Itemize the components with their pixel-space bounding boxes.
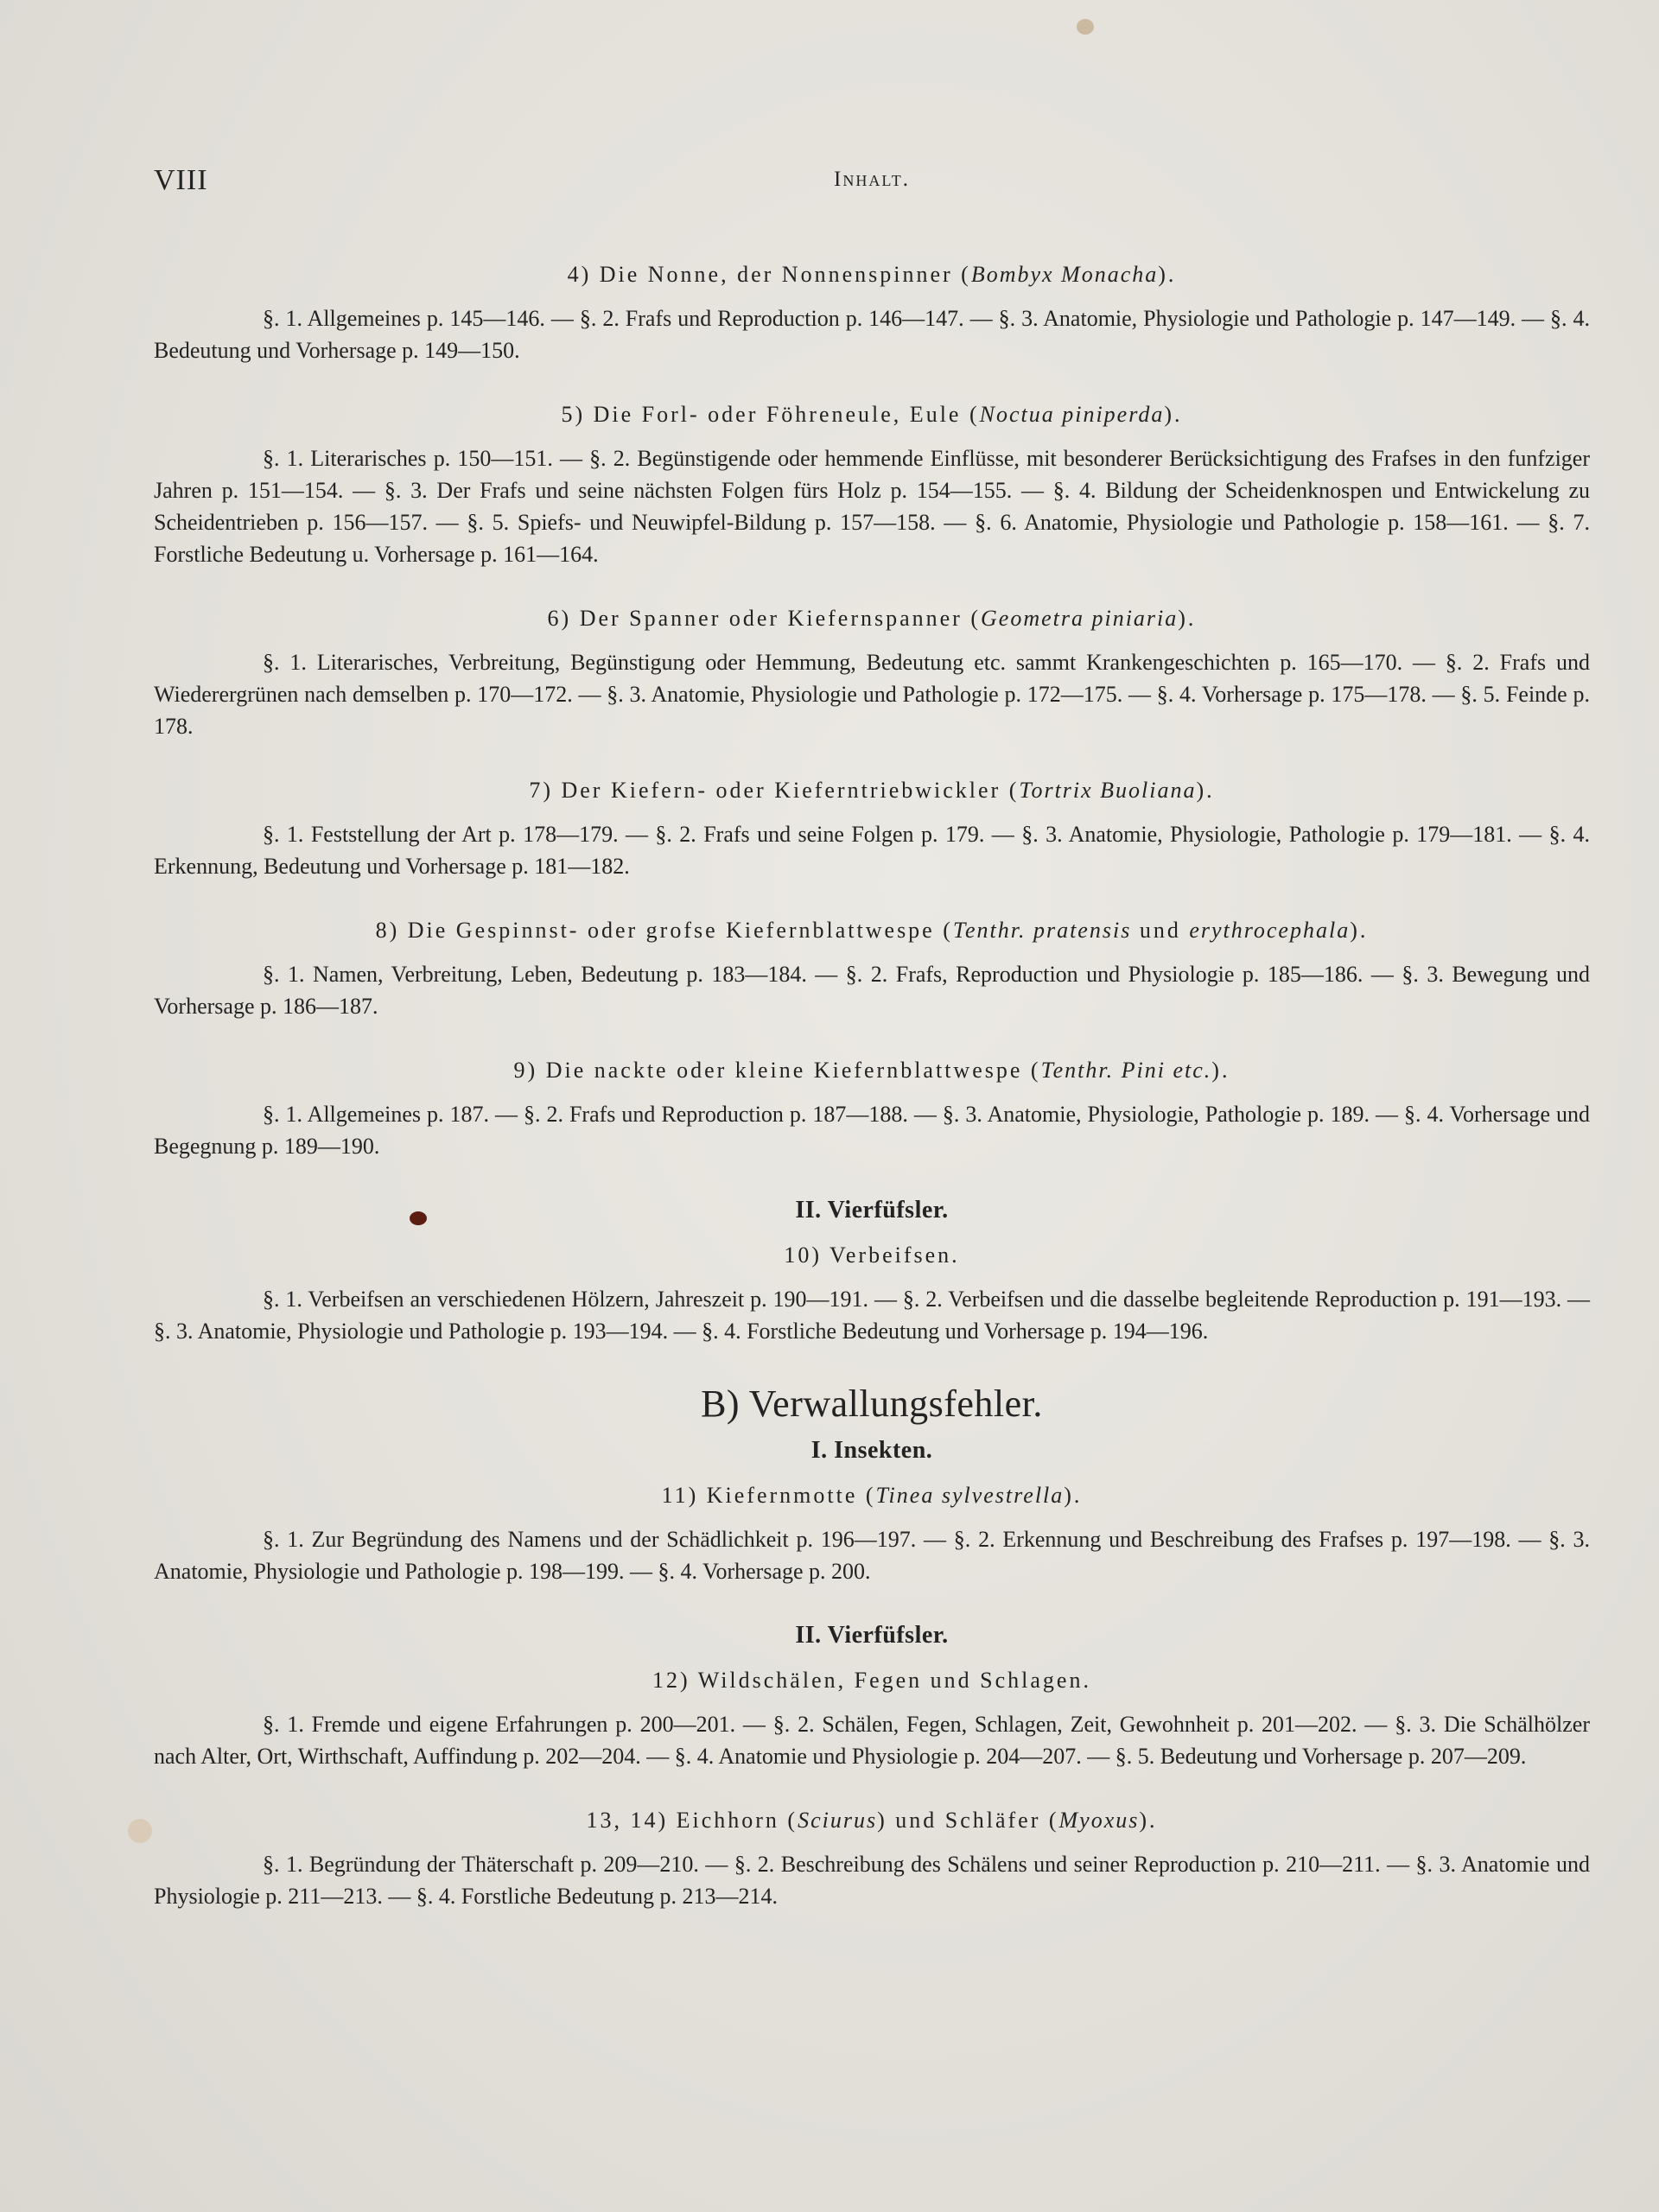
toc-section-6	[154, 603, 1590, 742]
section-title: 9) Die nackte oder kleine Kiefernblattwespe (Tenthr. Pini etc.).	[513, 1058, 1230, 1083]
book-page	[154, 0, 1590, 2212]
group-heading-vierfuesler: II. Vierfüfsler.	[795, 1197, 949, 1224]
section-text: §. 1. Literarisches, Verbreitung, Begünstigung oder Hemmung, Bedeutung etc. sammt Krankengeschichten p. 165—170. — §. 2. Frafs und Wiederergrünen nach demselben p. 170—172. — §. 3. Anatomie, Physiologie und Pathologie p. 172—175. — §. 4. Vorhersage p. 175—178. — §. 5. Feinde p. 178.	[154, 650, 1590, 739]
toc-section-9	[154, 1055, 1590, 1162]
section-title: 11) Kiefernmotte (Tinea sylvestrella).	[661, 1483, 1083, 1508]
main-heading: B) Verwallungsfehler.	[701, 1382, 1043, 1425]
group-heading-vierfuesler: II. Vierfüfsler.	[795, 1622, 949, 1649]
section-title: 8) Die Gespinnst- oder grofse Kiefernblattwespe (Tenthr. pratensis und erythrocephala).	[375, 918, 1369, 943]
section-text: §. 1. Allgemeines p. 145—146. — §. 2. Frafs und Reproduction p. 146—147. — §. 3. Anatomie, Physiologie und Pathologie p. 147—149. — §. 4. Bedeutung und Vorhersage p. 149—150.	[154, 306, 1590, 363]
section-text: §. 1. Allgemeines p. 187. — §. 2. Frafs und Reproduction p. 187—188. — §. 3. Anatomie, Physiologie, Pathologie p. 189. — §. 4. Vorhersage und Begegnung p. 189—190.	[154, 1102, 1590, 1159]
section-text: §. 1. Verbeifsen an verschiedenen Hölzern, Jahreszeit p. 190—191. — §. 2. Verbeifsen und die dasselbe begleitende Reproduction p. 191—193. — §. 3. Anatomie, Physiologie und Pathologie p. 193—194. — §. 4. Forstliche Bedeutung und Vorhersage p. 194—196.	[154, 1287, 1590, 1344]
running-head: Inhalt.	[834, 168, 910, 191]
section-text: §. 1. Namen, Verbreitung, Leben, Bedeutung p. 183—184. — §. 2. Frafs, Reproduction und Physiologie p. 185—186. — §. 3. Bewegung und Vorhersage p. 186—187.	[154, 962, 1590, 1019]
toc-section-11	[154, 1480, 1590, 1587]
toc-section-8	[154, 915, 1590, 1022]
page-header	[154, 164, 1590, 199]
section-text: §. 1. Zur Begründung des Namens und der Schädlichkeit p. 196—197. — §. 2. Erkennung und Beschreibung des Frafses p. 197—198. — §. 3. Anatomie, Physiologie und Pathologie p. 198—199. — §. 4. Vorhersage p. 200.	[154, 1527, 1590, 1584]
section-text: §. 1. Feststellung der Art p. 178—179. — §. 2. Frafs und seine Folgen p. 179. — §. 3. Anatomie, Physiologie, Pathologie p. 179—181. — §. 4. Erkennung, Bedeutung und Vorhersage p. 181—182.	[154, 822, 1590, 879]
section-text: §. 1. Fremde und eigene Erfahrungen p. 200—201. — §. 2. Schälen, Fegen, Schlagen, Zeit, Gewohnheit p. 201—202. — §. 3. Die Schälhölzer nach Alter, Ort, Wirthschaft, Auffindung p. 202—204. — §. 4. Anatomie und Physiologie p. 204—207. — §. 5. Bedeutung und Vorhersage p. 207—209.	[154, 1712, 1590, 1769]
section-title: 4) Die Nonne, der Nonnenspinner (Bombyx Monacha).	[567, 262, 1177, 287]
page-number: VIII	[154, 164, 208, 196]
section-title: 7) Der Kiefern- oder Kieferntriebwickler (Tortrix Buoliana).	[529, 778, 1215, 803]
section-text: §. 1. Literarisches p. 150—151. — §. 2. Begünstigende oder hemmende Einflüsse, mit besonderer Berücksichtigung des Frafses in den funfziger Jahren p. 151—154. — §. 3. Der Frafs und seine nächsten Folgen fürs Holz p. 154—155. — §. 4. Bildung der Scheidenknospen und Entwickelung zu Scheidentrieben p. 156—157. — §. 5. Spiefs- und Neuwipfel-Bildung p. 157—158. — §. 6. Anatomie, Physiologie und Pathologie p. 158—161. — §. 7. Forstliche Bedeutung u. Vorhersage p. 161—164.	[154, 446, 1590, 567]
table-of-contents	[154, 259, 1590, 1945]
toc-section-5	[154, 399, 1590, 570]
toc-section-13-14	[154, 1805, 1590, 1912]
paper-spot	[128, 1819, 152, 1843]
toc-section-7	[154, 775, 1590, 882]
group-heading-insekten: I. Insekten.	[810, 1437, 933, 1464]
section-title: 10) Verbeifsen.	[784, 1243, 960, 1268]
toc-section-10	[154, 1240, 1590, 1347]
section-title: 5) Die Forl- oder Föhreneule, Eule (Noctua piniperda).	[561, 402, 1183, 427]
section-title: 6) Der Spanner oder Kiefernspanner (Geometra piniaria).	[547, 606, 1197, 631]
toc-section-4	[154, 259, 1590, 366]
section-title: 12) Wildschälen, Fegen und Schlagen.	[652, 1668, 1091, 1693]
toc-section-12	[154, 1665, 1590, 1772]
section-text: §. 1. Begründung der Thäterschaft p. 209—210. — §. 2. Beschreibung des Schälens und seiner Reproduction p. 210—211. — §. 3. Anatomie und Physiologie p. 211—213. — §. 4. Forstliche Bedeutung p. 213—214.	[154, 1852, 1590, 1909]
section-title: 13, 14) Eichhorn (Sciurus) und Schläfer (Myoxus).	[586, 1808, 1158, 1833]
